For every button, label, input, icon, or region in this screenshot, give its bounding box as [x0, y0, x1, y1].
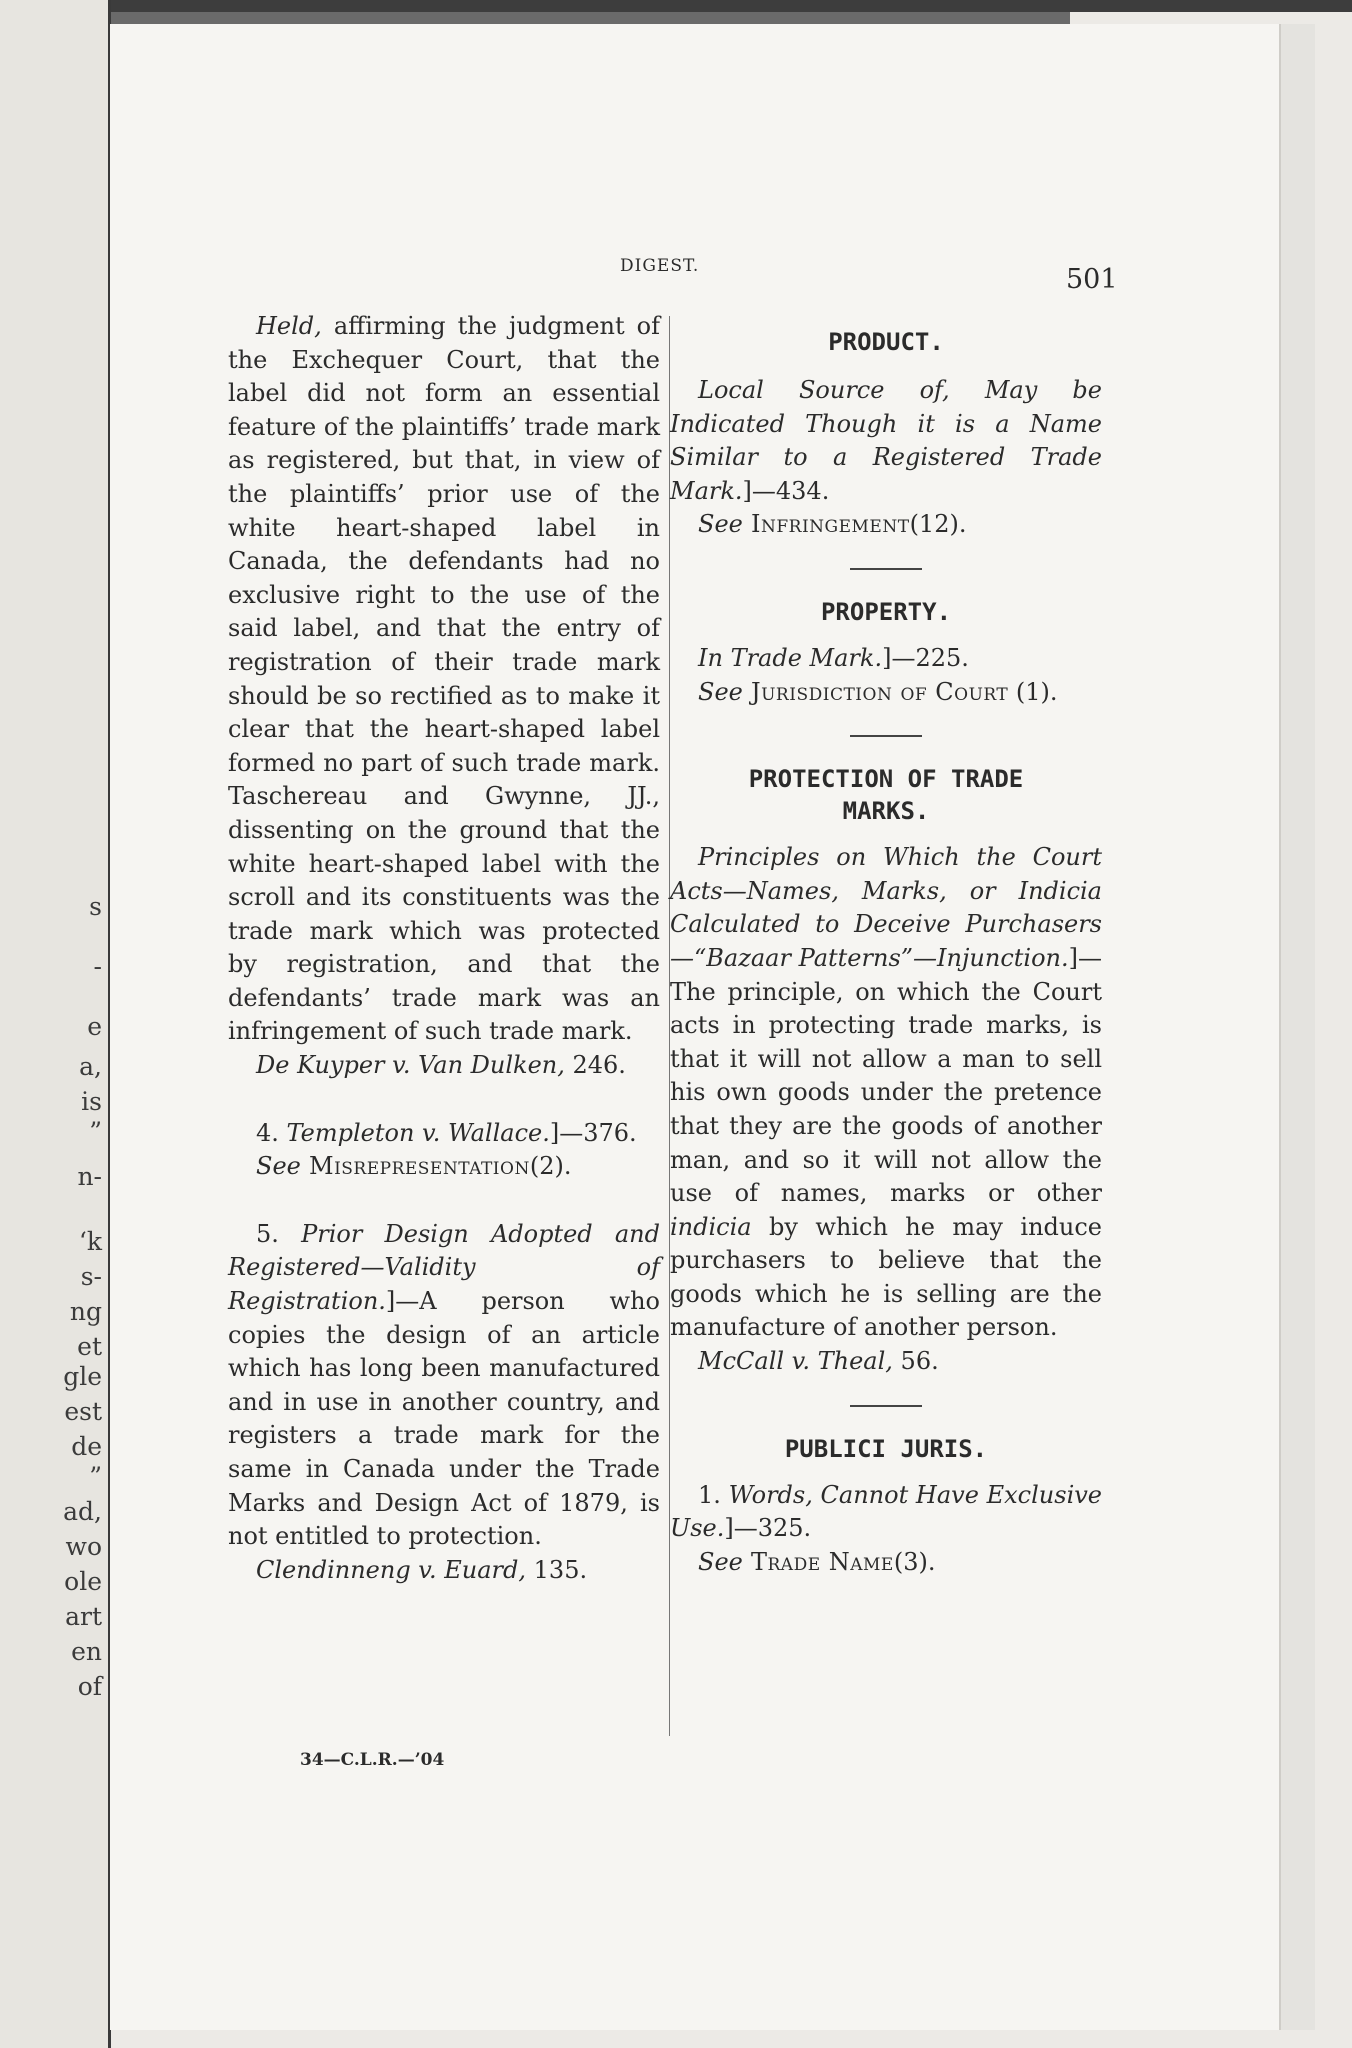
see-target: Infringement: [742, 510, 910, 539]
case-citation: [670, 1345, 1102, 1379]
entry-publici-juris: [670, 1479, 1102, 1546]
entry-property: [670, 642, 1102, 676]
item-number: 4.: [256, 1118, 287, 1147]
held-lead: Held,: [256, 312, 322, 340]
previous-page-fragment: art: [65, 1602, 102, 1631]
scan-top-border: [0, 0, 1352, 12]
see-label: See: [256, 1152, 301, 1181]
see-number: (12).: [909, 510, 967, 539]
see-number: (3).: [893, 1547, 936, 1576]
previous-page-fragment: s-: [80, 1262, 102, 1291]
section-rule: [850, 735, 922, 737]
see-label: See: [698, 510, 743, 539]
see-label: See: [698, 1547, 743, 1576]
see-reference: [228, 1150, 660, 1184]
page-number: 501: [1066, 264, 1118, 295]
case-citation: [228, 1554, 660, 1588]
see-number: (1).: [1008, 677, 1058, 706]
case-name: McCall v. Theal,: [698, 1347, 893, 1376]
case-name: De Kuyper v. Van Dulken,: [256, 1051, 565, 1080]
section-rule: [850, 1405, 922, 1407]
entry-item-4: [228, 1117, 660, 1151]
signature-footer: 34—C.L.R.—’04: [300, 1750, 445, 1770]
previous-page-fragment: et: [77, 1332, 102, 1361]
item-ref: ]—376.: [549, 1118, 637, 1147]
case-citation: [228, 1049, 660, 1083]
item-number: 5.: [256, 1219, 302, 1248]
item-text: ]—A person who copies the design of an article which has long been manufactured and in use in another country, and registers a trade mark for the same in Canada under the Trade Marks and Design Act of 1879, is not entitled to protection.: [228, 1287, 660, 1551]
spacer: [228, 1083, 660, 1117]
previous-page-fragment: gle: [63, 1362, 102, 1391]
previous-page-fragment: ”: [89, 1117, 102, 1146]
entry-title: Principles on Which the Court Acts—Names, Marks, or Indicia Calculated to Deceive Purchasers—“Bazaar Patterns”—Injunction.: [670, 843, 1102, 972]
entry-text: by which he may induce purchasers to believe that the goods which he is selling are the manufacture of another person.: [670, 1212, 1102, 1342]
entry-title: In Trade Mark.: [698, 643, 883, 672]
previous-page-fragment: ”: [89, 1462, 102, 1491]
previous-page-fragment: ng: [69, 1297, 102, 1326]
see-target: Trade Name: [742, 1547, 894, 1576]
entry-product: [670, 374, 1102, 508]
see-reference: [670, 676, 1102, 710]
see-number: (2).: [529, 1152, 572, 1181]
see-reference: [670, 508, 1102, 542]
previous-page-edge: [0, 0, 111, 2048]
see-target: Misrepresentation: [300, 1152, 530, 1181]
entry-text: ]—The principle, on which the Court acts in protecting trade marks, is that it will not allow a man to sell his own goods under the pretence that they are the goods of another man, and so it will not allow the use of names, marks or other: [670, 943, 1102, 1208]
heading-protection-of-trade-marks: [670, 763, 1102, 827]
previous-page-fragment: ‘k: [78, 1227, 102, 1256]
heading-product: PRODUCT.: [828, 328, 944, 356]
heading-publici-juris: PUBLICI JURIS.: [784, 1434, 988, 1463]
item-title: Prior Design Adopted and Registered—Validity of Registration.: [228, 1219, 660, 1316]
case-page: 56.: [892, 1347, 939, 1376]
spacer: [228, 1184, 660, 1218]
previous-page-fragment: e: [87, 1012, 102, 1041]
page-right-edge: [1279, 24, 1315, 2030]
previous-page-fragment: wo: [65, 1532, 102, 1561]
previous-page-fragment: ole: [64, 1567, 102, 1596]
previous-page-fragment: est: [64, 1397, 102, 1426]
right-column: [670, 326, 1102, 1579]
held-text: affirming the judgment of the Exchequer Court, that the label did not form an essential feature of the plaintiffs’ trade mark as registered, but that, in view of the plaintiffs’ prior use of the white heart-shaped label in Canada, the defendants had no exclusive right to the use of the said label, and that the entry of registration of their trade mark should be so rectified as to make it clear that the heart-shaped label formed no part of such trade mark. Taschereau and Gwynne, JJ., dissenting on the ground that the white heart-shaped label with the scroll and its constituents was the trade mark which was protected by registration, and that the defendants’ trade mark was an infringement of such trade mark.: [228, 312, 660, 1046]
entry-number: 1.: [698, 1480, 729, 1509]
previous-page-fragment: de: [71, 1432, 102, 1461]
running-head: DIGEST.: [620, 256, 700, 276]
heading-property: PROPERTY.: [820, 597, 952, 626]
previous-page-fragment: -: [93, 952, 102, 981]
heading-line: MARKS.: [842, 797, 930, 826]
previous-page-fragment: a,: [79, 1052, 102, 1081]
see-label: See: [698, 677, 743, 706]
entry-ref: ]—325.: [724, 1514, 812, 1543]
previous-page-fragment: en: [71, 1637, 102, 1666]
entry-ref: ]—434.: [742, 476, 830, 505]
entry-item-5: [228, 1218, 660, 1554]
entry-text-italic: indicia: [670, 1212, 752, 1241]
see-reference: [670, 1546, 1102, 1580]
section-rule: [850, 568, 922, 570]
previous-page-fragment: ad,: [63, 1497, 102, 1526]
case-page: 135.: [526, 1555, 588, 1584]
held-paragraph: [228, 310, 660, 1049]
entry-protection: [670, 841, 1102, 1345]
entry-ref: ]—225.: [882, 643, 969, 672]
previous-page-fragment: s: [89, 892, 102, 921]
previous-page-fragment: of: [77, 1672, 102, 1701]
case-name: Clendinneng v. Euard,: [256, 1555, 527, 1584]
case-page: 246.: [564, 1051, 626, 1080]
entry-title: Words, Cannot Have Exclusive Use.: [670, 1480, 1102, 1543]
heading-line: PROTECTION OF TRADE: [748, 765, 1024, 794]
see-target: Jurisdiction of Court: [742, 677, 1009, 706]
previous-page-fragment: is: [81, 1087, 102, 1116]
left-column: [228, 310, 660, 1587]
previous-page-fragment: n-: [77, 1162, 102, 1191]
entry-title: Local Source of, May be Indicated Though it is a Name Similar to a Registered Trade Mark.: [670, 376, 1102, 505]
item-title: Templeton v. Wallace.: [286, 1118, 550, 1147]
